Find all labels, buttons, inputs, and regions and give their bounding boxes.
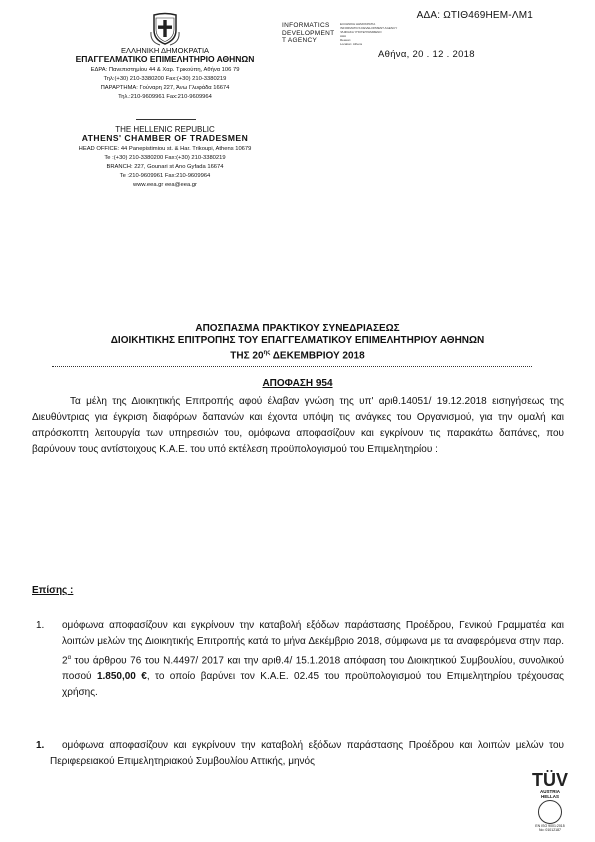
list-item-number: 1. bbox=[36, 740, 45, 751]
ada-code: ΑΔΑ: ΩΤΙΘ469ΗΕΜ-ΛΜ1 bbox=[416, 10, 533, 21]
branch-en: BRANCH: 227, Gounari st Ano Gyfada 16674 bbox=[106, 164, 224, 170]
chamber-en: ATHENS' CHAMBER OF TRADESMEN bbox=[81, 133, 249, 143]
list-item-text: ομόφωνα αποφασίζουν και εγκρίνουν την καταβολή εξόδων παράστασης Προέδρου, Γενικού Γραμματέα και λοιπών μελών της Διοικητικής Επιτροπής κατά το μήνα Δεκέμβριο 2018, σύμφωνα με τα αναφερόμενα στην παρ. $2^\alpha$ του άρθρου 76 του Ν.4497/ 2017 και την αριθ.4/ 15.1.2018 απόφαση του Διοικητικού Συμβουλίου, συνολικού ποσού 1.850,00 €, το οποίο βαρύνει τον Κ.Α.Ε. 02.45 του προϋπολογισμού του Επιμελητηρίου τρέχουσας χρήσης. bbox=[62, 620, 564, 699]
document-date: Αθήνα, 20 . 12 . 2018 bbox=[378, 49, 475, 60]
hq-gr: ΕΔΡΑ: Πανεπιστημίου 44 & Χαρ. Τρικούπη, Αθήνα 106 79 bbox=[90, 67, 240, 73]
amount: 1.850,00 € bbox=[96, 671, 147, 683]
dotted-divider bbox=[52, 366, 532, 367]
republic-en: THE HELLENIC REPUBLIC bbox=[115, 125, 215, 134]
list-item-text: ομόφωνα αποφασίζουν και εγκρίνουν την καταβολή εξόδων παράστασης Προέδρου και λοιπών μελών του Περιφερειακού Επιμελητηριακού Συμβουλίου Αττικής, μηνός bbox=[50, 740, 564, 767]
signature-stamp-label: INFORMATICS DEVELOPMENT T AGENCY bbox=[282, 22, 335, 44]
title-line-3: ΤΗΣ $20^{\eta\varsigma}$ ΔΕΚΕΜΒΡΙΟΥ 2018 bbox=[230, 350, 365, 362]
branch-tel-en: Te :210-9609961 Fax:210-9609964 bbox=[119, 173, 211, 179]
document-title bbox=[30, 323, 565, 362]
tuv-certification-logo: TÜV AUSTRIA HELLAS EN ISO 9001:2015 No: 01012187 bbox=[532, 770, 568, 832]
also-heading: Επίσης : bbox=[32, 585, 74, 596]
list-item bbox=[32, 738, 564, 770]
hq-en: HEAD OFFICE: 44 Panepistimiou st. & Har. Trikoupi, Athens 10679 bbox=[78, 146, 252, 152]
chamber-gr: ΕΠΑΓΓΕΛΜΑΤΙΚΟ ΕΠΙΜΕΛΗΤΗΡΙΟ ΑΘΗΝΩΝ bbox=[75, 54, 255, 64]
list-item bbox=[32, 618, 564, 701]
web-link[interactable]: www.eea.gr eea@eea.gr bbox=[133, 182, 197, 188]
title-line-1: ΑΠΟΣΠΑΣΜΑ ΠΡΑΚΤΙΚΟΥ ΣΥΝΕΔΡΙΑΣΕΩΣ bbox=[195, 323, 400, 334]
title-line-2: ΔΙΟΙΚΗΤΙΚΗΣ ΕΠΙΤΡΟΠΗΣ ΤΟΥ ΕΠΑΓΓΕΛΜΑΤΙΚΟΥ ΕΠΙΜΕΛΗΤΗΡΙΟΥ ΑΘΗΝΩΝ bbox=[110, 335, 485, 346]
english-header bbox=[30, 125, 300, 190]
hq-tel-gr: Τηλ:(+30) 210-3380200 Fax:(+30) 210-3380219 bbox=[103, 76, 227, 82]
branch-gr: ΠΑΡΑΡΤΗΜΑ: Γούναρη 227, Άνω Γλυφάδα 16674 bbox=[100, 85, 230, 91]
greek-emblem-icon bbox=[150, 12, 180, 46]
decision-number: ΑΠΟΦΑΣΗ 954 bbox=[262, 378, 333, 389]
branch-tel-gr: Τηλ.:210-9609961 Fax:210-9609964 bbox=[118, 94, 212, 100]
certification-seal-icon bbox=[538, 800, 562, 824]
republic-gr: ΕΛΛΗΝΙΚΗ ΔΗΜΟΚΡΑΤΙΑ bbox=[120, 46, 210, 55]
header-divider bbox=[136, 119, 196, 120]
greek-header bbox=[30, 46, 300, 102]
intro-paragraph: Τα μέλη της Διοικητικής Επιτροπής αφού έλαβαν γνώση της υπ' αριθ.14051/ 19.12.2018 εισηγήσεως της Διευθύντριας για έγκριση διαφόρων δαπανών και έχοντα υπόψη τις ανάγκες του Οργανισμού, για την ομαλή και απρόσκοπτη λειτουργία των υπηρεσιών του, ομόφωνα αποφασίζουν και εγκρίνουν τις παρακάτω δαπάνες, που βαρύνουν τους αντίστοιχους Κ.Α.Ε. του υπό εκτέλεση προϋπολογισμού του Επιμελητηρίου : bbox=[32, 396, 564, 455]
signature-stamp-details: ΕΛΛΗΝΙΚΗ ΔΗΜΟΚΡΑΤΙΑ INFORMATICS DEVELOPMENT AGENCY ΨΗΦΙΑΚΑ ΥΠΟΓΕΓΡΑΜΜΕΝΟ ΑΔΑ Reason: Location: Athens bbox=[340, 22, 398, 46]
hq-tel-en: Te :(+30) 210-3380200 Fax:(+30) 210-3380219 bbox=[104, 155, 226, 161]
list-item-number: 1. bbox=[36, 620, 45, 631]
